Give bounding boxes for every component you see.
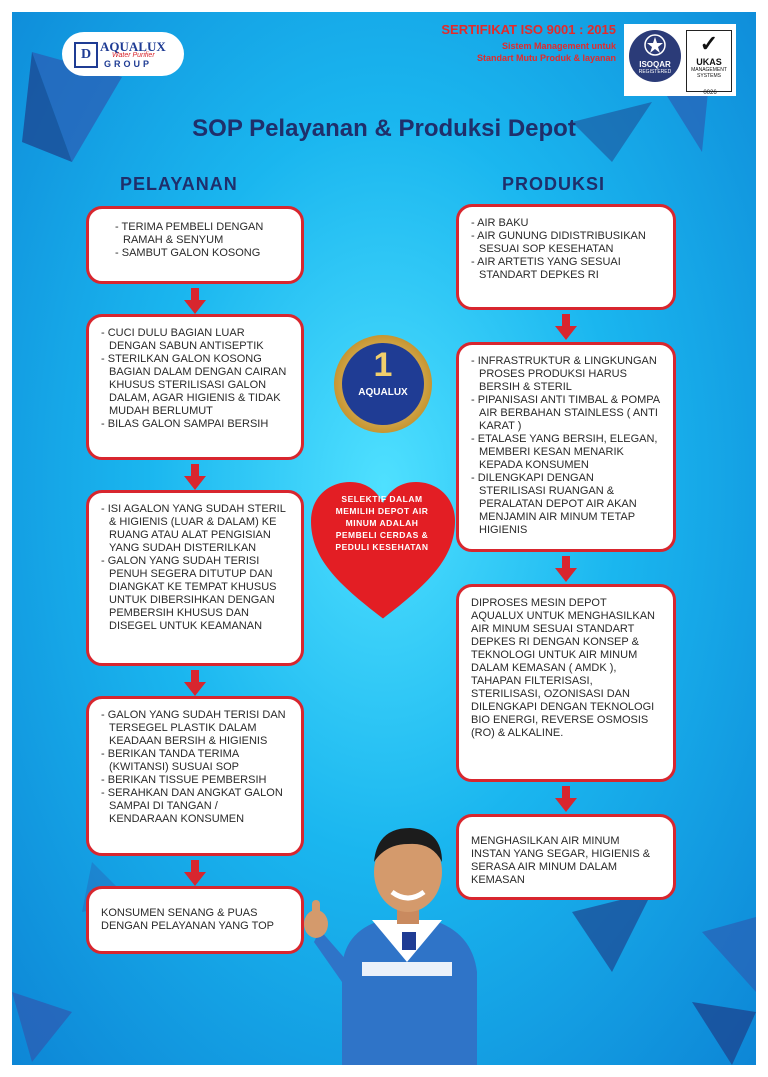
produksi-step-2: [456, 342, 676, 552]
pelayanan-step-2: [86, 314, 304, 460]
list-item: - TERIMA PEMBELI DENGAN RAMAH & SENYUM: [115, 221, 287, 247]
arrow-down-icon: [184, 476, 206, 490]
poster: [12, 12, 756, 1065]
isoqar-badge: [629, 30, 681, 82]
medal-brand: AQUALUX: [358, 387, 408, 398]
medal-inner: [342, 343, 424, 425]
pelayanan-heading: PELAYANAN: [120, 174, 238, 194]
list-item: - AIR ARTETIS YANG SESUAI STANDART DEPKES RI: [471, 256, 661, 282]
list-item: - BERIKAN TANDA TERIMA (KWITANSI) SUSUAI SOP: [101, 748, 289, 774]
logo-group: GROUP: [104, 59, 153, 69]
arrow-down-icon: [555, 798, 577, 812]
isoqar-sub: REGISTERED: [638, 69, 672, 75]
list-item: - STERILKAN GALON KOSONG BAGIAN DALAM DENGAN CAIRAN KHUSUS STERILISASI GALON DALAM, AGAR HIGIENIS & TIDAK MUDAH BERLUMUT: [101, 353, 289, 418]
aqualux-medal: [334, 335, 432, 433]
list-item: - BILAS GALON SAMPAI BERSIH: [101, 418, 289, 431]
list-item: - AIR BAKU: [471, 217, 661, 230]
ukas-number: 0026: [703, 90, 717, 96]
pelayanan-step-1: [86, 206, 304, 284]
logo-brand: AQUALUX: [100, 39, 166, 54]
logo-mark: D: [74, 42, 98, 68]
arrow-down-icon: [555, 326, 577, 340]
list-item: - INFRASTRUKTUR & LINGKUNGAN PROSES PRODUKSI HARUS BERSIH & STERIL: [471, 355, 661, 394]
list-item: - GALON YANG SUDAH TERISI DAN TERSEGEL PLASTIK DALAM KEADAAN BERSIH & HIGIENIS: [101, 709, 289, 748]
thumbs-up-person-icon: [302, 812, 512, 1065]
arrow-down-icon: [184, 682, 206, 696]
logo-subtitle: Water Purifier: [112, 52, 155, 59]
ukas-check-icon: ✓: [699, 31, 719, 56]
isoqar-label: ISOQAR: [639, 60, 671, 69]
isoqar-star-icon: [629, 30, 681, 60]
produksi-step-1: [456, 204, 676, 310]
ukas-sub: MANAGEMENT SYSTEMS: [691, 67, 727, 79]
list-item: - SERAHKAN DAN ANGKAT GALON SAMPAI DI TANGAN / KENDARAAN KONSUMEN: [101, 787, 289, 826]
certification-badges: [624, 24, 736, 96]
ukas-label: UKAS: [696, 57, 722, 67]
arrow-down-icon: [555, 568, 577, 582]
list-item: - SAMBUT GALON KOSONG: [115, 247, 287, 260]
pelayanan-step-4: [86, 696, 304, 856]
page-title: SOP Pelayanan & Produksi Depot: [192, 115, 576, 142]
list-item: - AIR GUNUNG DIDISTRIBUSIKAN SESUAI SOP KESEHATAN: [471, 230, 661, 256]
list-item: - ETALASE YANG BERSIH, ELEGAN, MEMBERI KESAN MENARIK KEPADA KONSUMEN: [471, 433, 661, 472]
list-item: - CUCI DULU BAGIAN LUAR DENGAN SABUN ANTISEPTIK: [101, 327, 289, 353]
pelayanan-step-3: [86, 490, 304, 666]
list-item: - PIPANISASI ANTI TIMBAL & POMPA AIR BERBAHAN STAINLESS ( ANTI KARAT ): [471, 394, 661, 433]
heart-message: SELEKTIF DALAM MEMILIH DEPOT AIR MINUM ADALAH PEMBELI CERDAS & PEDULI KESEHATAN: [335, 494, 429, 552]
arrow-down-icon: [184, 300, 206, 314]
produksi-step-3: [456, 584, 676, 782]
list-item: - DILENGKAPI DENGAN STERILISASI RUANGAN & PERALATAN DEPOT AIR AKAN MENJAMIN AIR MINUM TETAP HIGIENIS: [471, 472, 661, 537]
medal-number: 1: [373, 346, 393, 384]
cert-line-1: Sistem Management untuk: [501, 41, 616, 51]
list-item: - GALON YANG SUDAH TERISI PENUH SEGERA DITUTUP DAN DIANGKAT KE TEMPAT KHUSUS UNTUK DIBERSIHKAN DENGAN PEMBERSIH KHUSUS DAN DISEGEL UNTUK KEAMANAN: [101, 555, 289, 633]
step-text: DIPROSES MESIN DEPOT AQUALUX UNTUK MENGHASILKAN AIR MINUM SESUAI STANDART DEPKES RI DENGAN KONSEP & TEKNOLOGI UNTUK AIR MINUM DALAM KEMASAN ( AMDK ), TAHAPAN FILTERISASI, STERILISASI, OZONISASI DAN DILENGKAPI DENGAN TEKNOLOGI BIO ENERGI, REVERSE OSMOSIS (RO) & ALKALINE.: [471, 597, 655, 739]
pelayanan-step-5: [86, 886, 304, 954]
cert-line-2: Standart Mutu Produk & layanan: [476, 53, 616, 63]
produksi-heading: PRODUKSI: [502, 174, 606, 194]
cert-title: SERTIFIKAT ISO 9001 : 2015: [441, 22, 616, 37]
aqualux-logo: [62, 32, 184, 76]
list-item: - BERIKAN TISSUE PEMBERSIH: [101, 774, 289, 787]
arrow-down-icon: [184, 872, 206, 886]
list-item: - ISI AGALON YANG SUDAH STERIL & HIGIENIS (LUAR & DALAM) KE RUANG ATAU ALAT PENGISIAN YANG SUDAH DISTERILKAN: [101, 503, 289, 555]
step-text: KONSUMEN SENANG & PUAS DENGAN PELAYANAN YANG TOP: [101, 907, 274, 932]
step-text: MENGHASILKAN AIR MINUM INSTAN YANG SEGAR, HIGIENIS & SERASA AIR MINUM DALAM KEMASAN: [471, 835, 651, 886]
ukas-badge: [686, 30, 732, 92]
